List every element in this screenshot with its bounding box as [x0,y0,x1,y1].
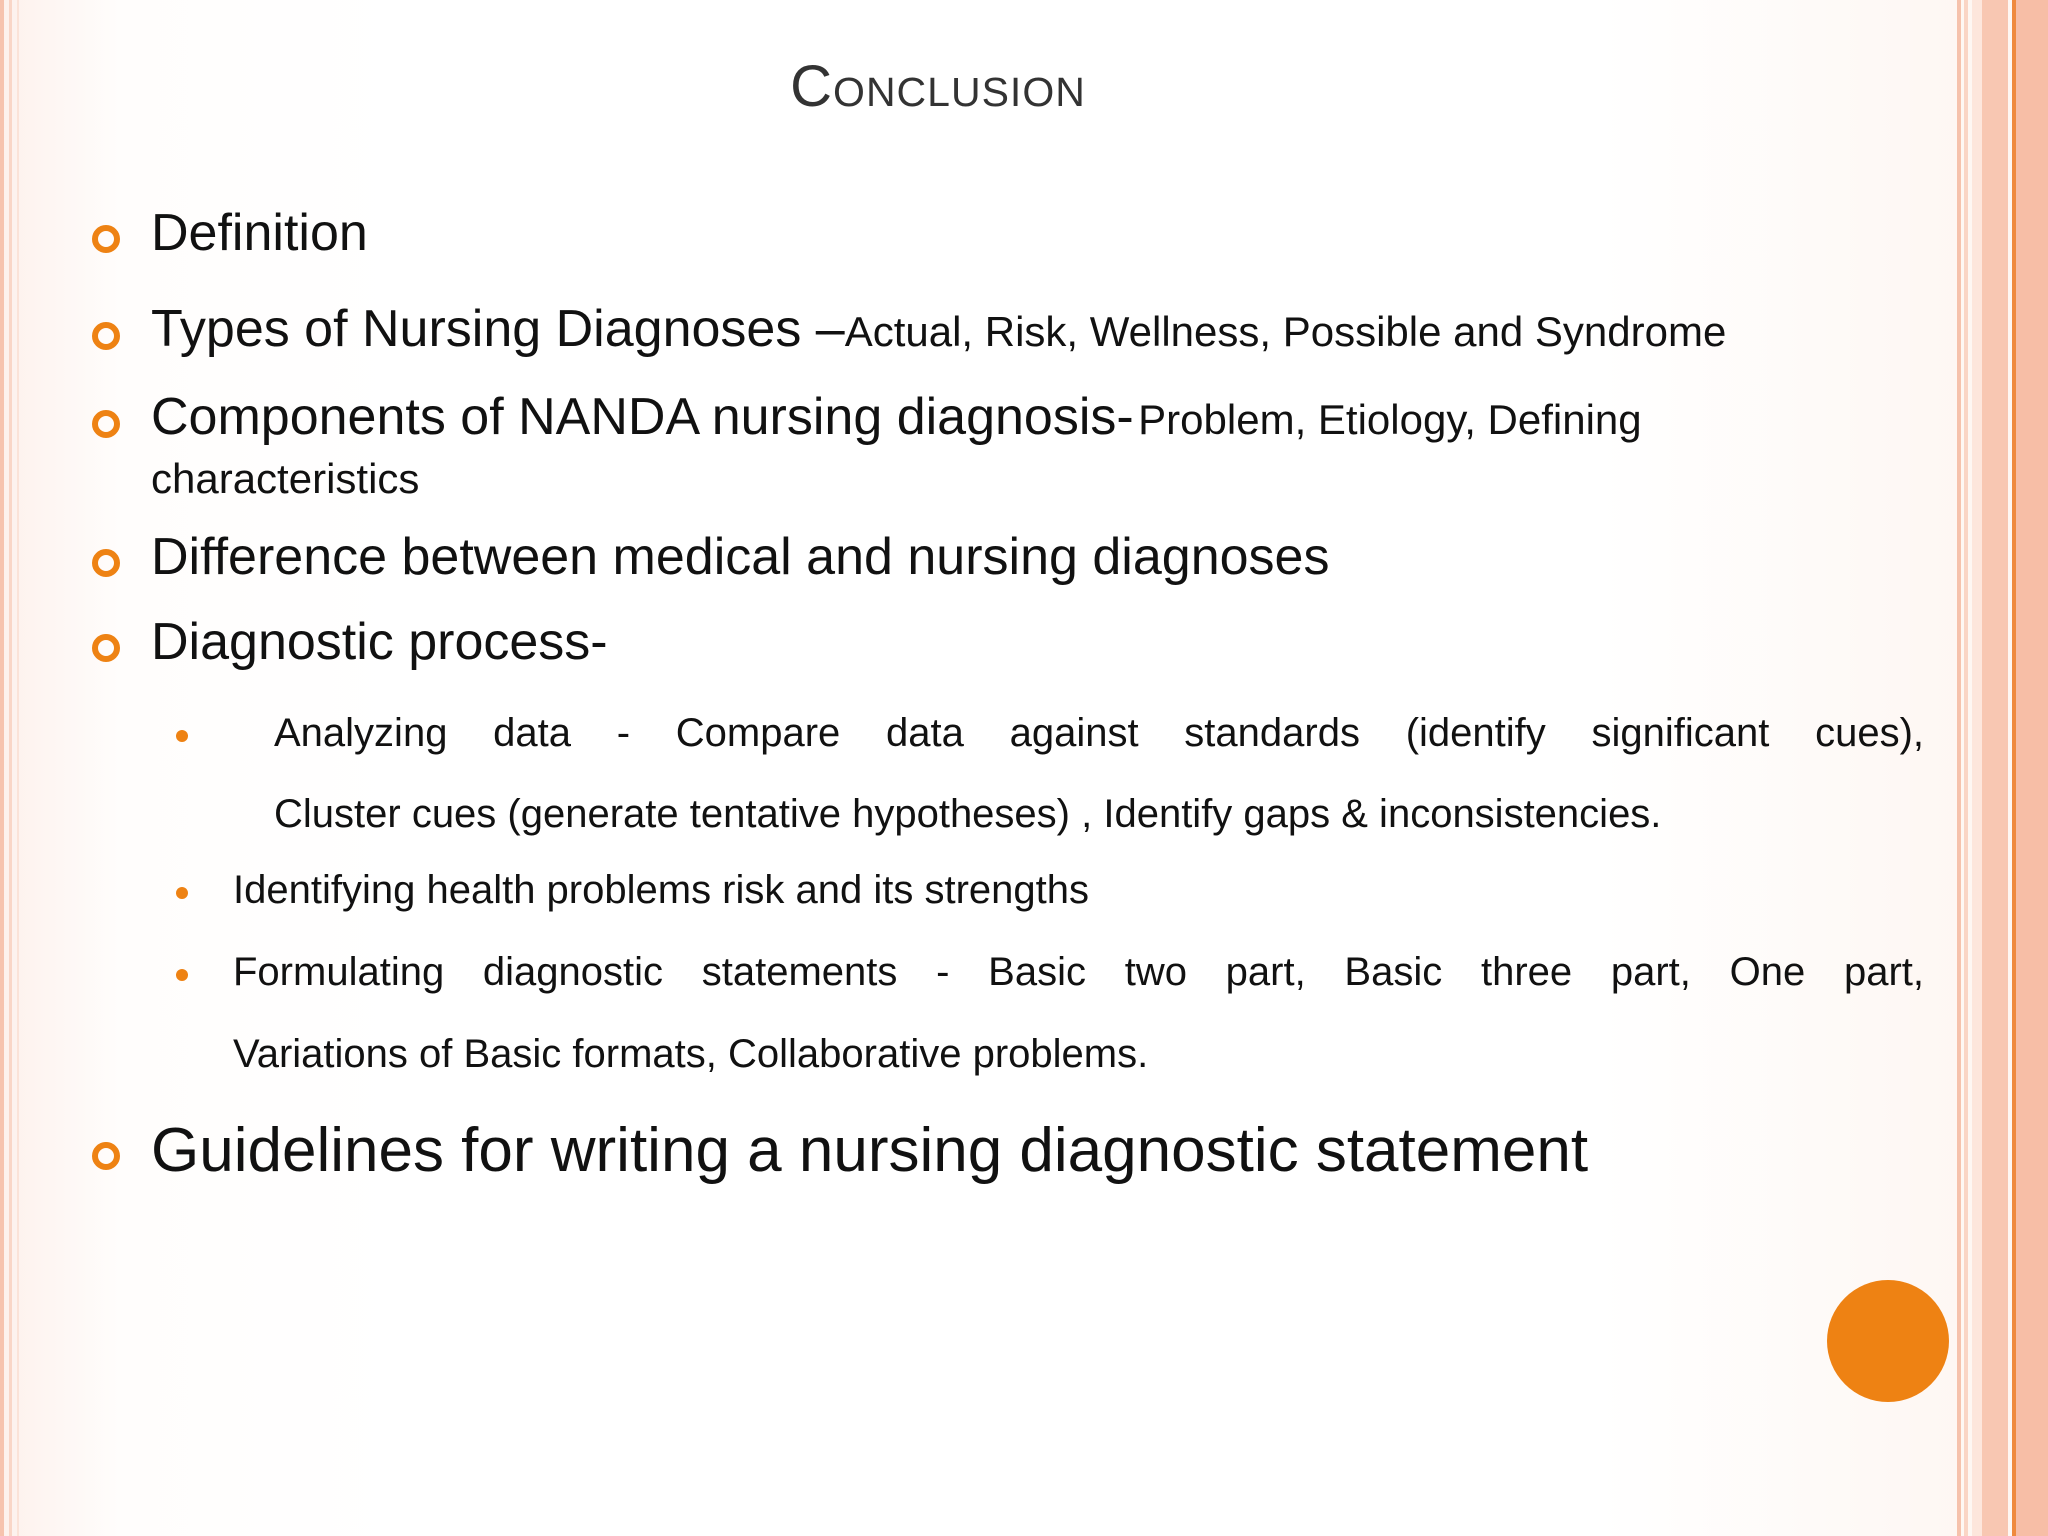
bullet-components-detail: Problem, Etiology, Defining [1138,396,1642,443]
bullet-guidelines: Guidelines for writing a nursing diagnostic statement [151,1116,1589,1185]
bullet-types [151,300,1726,360]
bullet-ring-icon [92,634,120,662]
bullet-ring-icon [92,322,120,350]
right-border-stripe [1957,0,1961,1536]
sub-bullet-analyzing-line2: Cluster cues (generate tentative hypotheses) , Identify gaps & inconsistencies. [274,792,1662,836]
bullet-components [151,388,1642,448]
left-border-stripe [17,0,19,1536]
decorative-circle [1827,1280,1949,1402]
sub-bullet-formulating-line2: Variations of Basic formats, Collaborative problems. [233,1032,1149,1076]
bullet-definition: Definition [151,204,368,262]
slide-title: Conclusion [790,54,1086,119]
sub-bullet-analyzing-line1: Analyzing data - Compare data against standards (identify significant cues), [274,711,1924,755]
right-border-stripe [1972,0,1982,1536]
bullet-components-continuation: characteristics [151,455,420,502]
sub-bullet-dot-icon [176,887,188,899]
bullet-components-main: Components of NANDA nursing diagnosis- [151,388,1134,446]
sub-bullet-dot-icon [176,969,188,981]
left-border-stripe [0,0,4,1536]
bullet-ring-icon [92,225,120,253]
bullet-diagnostic-process: Diagnostic process- [151,613,608,671]
bullet-difference: Difference between medical and nursing diagnoses [151,528,1330,586]
right-border-stripe [1982,0,2008,1536]
bullet-types-detail: Actual, Risk, Wellness, Possible and Syndrome [844,308,1727,355]
left-border-stripe [9,0,12,1536]
sub-bullet-dot-icon [176,730,188,742]
bullet-types-main: Types of Nursing Diagnoses – [151,300,845,358]
sub-bullet-identifying: Identifying health problems risk and its strengths [233,868,1089,912]
bullet-ring-icon [92,549,120,577]
right-border-stripe [1964,0,1968,1536]
sub-bullet-formulating-line1: Formulating diagnostic statements - Basic two part, Basic three part, One part, [233,950,1924,994]
bullet-ring-icon [92,1142,120,1170]
right-border-stripe [2016,0,2048,1536]
bullet-ring-icon [92,410,120,438]
